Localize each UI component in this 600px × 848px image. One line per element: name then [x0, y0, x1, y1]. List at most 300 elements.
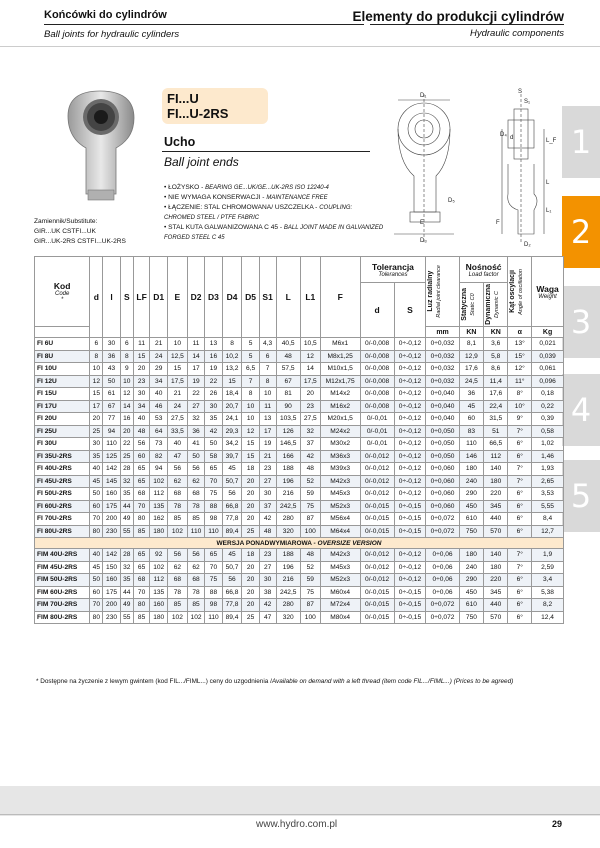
cell-value: 8 [120, 350, 133, 363]
cell-value: 52 [300, 475, 320, 488]
cell-value: 80 [90, 525, 103, 538]
feature-item: • ŁĄCZENIE: STAL CHROMOWANA/ USZCZELKA - COUPLING: CHROMED STEEL / PTFE FABRIC [164, 204, 353, 221]
cell-value: 48 [276, 350, 300, 363]
cell-value: 56 [222, 574, 242, 587]
dim-l: L [546, 180, 550, 186]
cell-value: 18 [242, 463, 259, 476]
cell-code: FIM 70U-2RS [35, 599, 90, 612]
cell-value: 1,02 [532, 438, 564, 451]
cell-value: 102 [187, 611, 205, 624]
cell-value: M14x2 [320, 388, 360, 401]
cell-value: 166 [276, 450, 300, 463]
cell-value: 570 [484, 525, 508, 538]
dim-d4: D₄ [500, 132, 507, 138]
cell-value: 140 [484, 463, 508, 476]
cell-value: 60 [90, 586, 103, 599]
cell-value: 8,4 [532, 513, 564, 526]
cell-value: 5,38 [532, 586, 564, 599]
side-tab-2[interactable]: 2 [562, 196, 600, 268]
cell-value: 40 [90, 463, 103, 476]
cell-value: 0÷0,032 [426, 375, 459, 388]
cell-value: 10,5 [300, 338, 320, 351]
cell-value: 85 [167, 513, 187, 526]
footer-rule [0, 814, 600, 815]
cell-value: 45 [222, 463, 242, 476]
cell-value: 32 [120, 475, 133, 488]
cell-code: FI 17U [35, 400, 90, 413]
cell-value: 0÷-0,12 [394, 450, 426, 463]
table-row [35, 599, 564, 612]
cell-code: FIM 50U-2RS [35, 574, 90, 587]
cell-value: 23 [133, 375, 150, 388]
cell-value: 56 [187, 463, 205, 476]
cell-value: 19 [259, 438, 276, 451]
cell-value: 0/-0,008 [360, 400, 394, 413]
cell-value: 0/-0,015 [360, 525, 394, 538]
cell-value: 10 [259, 388, 276, 401]
dim-d2: D₂ [524, 242, 531, 248]
section-title: Końcówki do cylindrów [44, 9, 167, 21]
col-s1: S1 [259, 257, 276, 338]
dimensions-table [34, 256, 564, 624]
cell-value: 44 [120, 586, 133, 599]
cell-value: 77,8 [222, 599, 242, 612]
cell-value: 60 [90, 500, 103, 513]
unit: KN [484, 327, 508, 338]
cell-value: M72x4 [320, 599, 360, 612]
dim-s: S [518, 89, 523, 95]
table-row [35, 400, 564, 413]
col-f: F [320, 257, 360, 338]
cell-value: 0÷-0,12 [394, 425, 426, 438]
cell-value: 81 [276, 388, 300, 401]
cell-value: 180 [459, 549, 483, 562]
cell-value: 27 [259, 561, 276, 574]
cell-value: M39x3 [320, 463, 360, 476]
cell-value: 175 [103, 586, 121, 599]
cell-value: 6° [508, 611, 532, 624]
cell-value: 14 [300, 363, 320, 376]
cell-value: 0÷0,032 [426, 338, 459, 351]
cell-value: 0÷0,06 [426, 561, 459, 574]
cell-value: M20x1,5 [320, 413, 360, 426]
cell-value: 2,65 [532, 475, 564, 488]
cell-value: 0÷-0,12 [394, 561, 426, 574]
cell-value: 85 [187, 513, 205, 526]
cell-value: 216 [276, 488, 300, 501]
cell-value: 60 [133, 450, 150, 463]
col-tol-d: d [360, 283, 394, 338]
col-tolerance: Tolerancja Tolerances [360, 257, 426, 283]
cell-value: 48 [133, 425, 150, 438]
cell-value: 110 [459, 438, 483, 451]
cell-value: 68 [133, 488, 150, 501]
cell-value: 110 [187, 525, 205, 538]
cell-value: 11,4 [484, 375, 508, 388]
cell-value: 0/-0,015 [360, 611, 394, 624]
cell-value: 440 [484, 599, 508, 612]
cell-value: 37 [300, 438, 320, 451]
cell-value: 0÷0,06 [426, 549, 459, 562]
cell-value: 56 [187, 549, 205, 562]
cell-value: 24,5 [459, 375, 483, 388]
cell-value: 31,5 [484, 413, 508, 426]
cell-code: FI 12U [35, 375, 90, 388]
cell-value: 47 [259, 611, 276, 624]
cell-value: 0/-0,01 [360, 413, 394, 426]
cell-value: 0÷0,072 [426, 599, 459, 612]
side-tab-5[interactable]: 5 [562, 460, 600, 532]
cell-value: 68 [167, 488, 187, 501]
cell-value: 41 [187, 438, 205, 451]
cell-value: 65 [133, 463, 150, 476]
cell-value: 8,1 [459, 338, 483, 351]
cell-value: 20 [242, 500, 259, 513]
cell-value: 10 [167, 338, 187, 351]
cell-value: 92 [150, 549, 168, 562]
cell-value: 27,5 [167, 413, 187, 426]
cell-code: FI 45U-2RS [35, 475, 90, 488]
header-divider [0, 46, 600, 47]
cell-value: 6° [508, 599, 532, 612]
cell-value: 345 [484, 586, 508, 599]
cell-value: 50 [103, 375, 121, 388]
cell-value: 7° [508, 425, 532, 438]
cell-value: 0÷-0,15 [394, 525, 426, 538]
cell-value: 0÷0,06 [426, 586, 459, 599]
product-code: FI...U [167, 91, 199, 106]
cell-value: 0,096 [532, 375, 564, 388]
cell-value: 188 [276, 463, 300, 476]
cell-value: 68 [167, 574, 187, 587]
cell-value: 66,5 [484, 438, 508, 451]
col-clearance: Luz radialny Radial joint clearance [426, 257, 459, 327]
cell-value: 62 [187, 561, 205, 574]
cell-value: 45 [222, 549, 242, 562]
cell-value: 103,5 [276, 413, 300, 426]
cell-code: FI 25U [35, 425, 90, 438]
unit-spacer [35, 327, 90, 338]
cell-value: 160 [103, 488, 121, 501]
cell-value: 0,021 [532, 338, 564, 351]
cell-value: 23 [300, 400, 320, 413]
cell-value: 8° [508, 388, 532, 401]
cell-value: 49 [120, 599, 133, 612]
cell-value: 0÷0,050 [426, 450, 459, 463]
product-code-box [162, 88, 268, 124]
cell-value: 24 [150, 350, 168, 363]
cell-code: FIM 40U-2RS [35, 549, 90, 562]
cell-value: 30 [259, 488, 276, 501]
cell-value: 1,93 [532, 463, 564, 476]
header-rule [44, 24, 364, 25]
cell-value: 240 [459, 561, 483, 574]
feature-item: • ŁOŻYSKO - BEARING GE...UK/GE...UK-2RS ISO 12240-4 [164, 184, 329, 191]
cell-value: 50,7 [222, 475, 242, 488]
product-name-en: Ball joint ends [164, 155, 239, 169]
cell-value: 2,59 [532, 561, 564, 574]
table-row [35, 525, 564, 538]
website-link[interactable]: www.hydro.com.pl [256, 819, 338, 830]
cell-value: 48 [259, 525, 276, 538]
cell-value: 162 [150, 513, 168, 526]
col-d2: D2 [187, 257, 205, 338]
cell-value: 67 [103, 400, 121, 413]
cell-value: 27 [187, 400, 205, 413]
cell-value: 21 [150, 338, 168, 351]
cell-value: 160 [150, 599, 168, 612]
footer-band [0, 786, 600, 816]
cell-value: 17 [90, 400, 103, 413]
cell-value: 0÷0,06 [426, 574, 459, 587]
dim-f: F [496, 220, 500, 226]
cell-value: 0/-0,008 [360, 363, 394, 376]
cell-value: 65 [133, 549, 150, 562]
cell-value: 42 [205, 425, 222, 438]
cell-value: 75 [205, 488, 222, 501]
cell-value: 750 [459, 611, 483, 624]
col-static: Statyczna Static C0 [459, 283, 483, 327]
cell-value: 7° [508, 463, 532, 476]
cell-value: 0/-0,015 [360, 513, 394, 526]
cell-value: 0÷0,040 [426, 388, 459, 401]
cell-code: FI 70U-2RS [35, 513, 90, 526]
side-tab-3[interactable]: 3 [562, 286, 600, 358]
cell-value: 0÷-0,12 [394, 574, 426, 587]
cell-value: M64x4 [320, 525, 360, 538]
cell-value: 51 [484, 425, 508, 438]
cell-value: 78 [167, 586, 187, 599]
cell-code: FI 80U-2RS [35, 525, 90, 538]
cell-value: 22 [120, 438, 133, 451]
cell-value: 15 [133, 350, 150, 363]
cell-value: 88 [205, 586, 222, 599]
table-row [35, 338, 564, 351]
cell-value: 570 [484, 611, 508, 624]
table-row [35, 500, 564, 513]
cell-value: 66,8 [222, 586, 242, 599]
table-row [35, 450, 564, 463]
cell-value: 6 [259, 350, 276, 363]
cell-value: 40 [133, 413, 150, 426]
cell-value: 0÷0,072 [426, 525, 459, 538]
cell-value: 6° [508, 488, 532, 501]
cell-value: 0/-0,012 [360, 463, 394, 476]
cell-value: 75 [300, 586, 320, 599]
table-row [35, 488, 564, 501]
cell-value: 35 [90, 450, 103, 463]
cell-value: 142 [103, 463, 121, 476]
cell-value: 35 [120, 574, 133, 587]
cell-value: 73 [150, 438, 168, 451]
cell-value: 3,53 [532, 488, 564, 501]
unit: KN [459, 327, 483, 338]
cell-value: 32 [300, 425, 320, 438]
cell-value: 6° [508, 450, 532, 463]
cell-value: 20 [300, 388, 320, 401]
cell-value: 7° [508, 561, 532, 574]
cell-value: 6 [90, 338, 103, 351]
dim-d: d [510, 135, 514, 141]
cell-value: 5 [242, 350, 259, 363]
cell-value: 0÷0,050 [426, 425, 459, 438]
unit: α [508, 327, 532, 338]
cell-value: 0,061 [532, 363, 564, 376]
cell-value: 112 [484, 450, 508, 463]
cell-value: 13° [508, 338, 532, 351]
cell-value: 98 [205, 599, 222, 612]
cell-value: 17,5 [167, 375, 187, 388]
cell-value: 70 [90, 599, 103, 612]
cell-value: 0/-0,008 [360, 338, 394, 351]
cell-code: FI 35U-2RS [35, 450, 90, 463]
cell-value: 20 [242, 586, 259, 599]
side-tab-1[interactable]: 1 [562, 106, 600, 178]
cell-value: 8 [90, 350, 103, 363]
cell-value: 22 [187, 388, 205, 401]
cell-value: M24x2 [320, 425, 360, 438]
cell-value: 280 [276, 513, 300, 526]
cell-value: 10 [242, 400, 259, 413]
cell-value: 0÷-0,12 [394, 438, 426, 451]
cell-code: FI 15U [35, 388, 90, 401]
cell-value: 12° [508, 363, 532, 376]
cell-value: 146 [459, 450, 483, 463]
cell-value: 6 [120, 338, 133, 351]
col-L: L [276, 257, 300, 338]
table-row [35, 513, 564, 526]
cell-value: 36 [103, 350, 121, 363]
col-L1: L1 [300, 257, 320, 338]
cell-value: 70 [205, 475, 222, 488]
cell-value: 28 [120, 463, 133, 476]
cell-value: M42x3 [320, 549, 360, 562]
cell-value: 0÷-0,12 [394, 375, 426, 388]
cell-value: 68 [133, 574, 150, 587]
cell-value: 0/-0,01 [360, 425, 394, 438]
cell-value: 85 [133, 611, 150, 624]
cell-value: 7 [242, 375, 259, 388]
cell-value: 110 [205, 611, 222, 624]
cell-value: 65 [205, 549, 222, 562]
cell-value: 0,18 [532, 388, 564, 401]
cell-value: 0÷0,072 [426, 513, 459, 526]
cell-value: 0÷-0,12 [394, 463, 426, 476]
cell-value: 142 [103, 549, 121, 562]
cell-value: 12,4 [532, 611, 564, 624]
cell-value: 242,5 [276, 586, 300, 599]
cell-value: 48 [300, 549, 320, 562]
cell-value: 16 [205, 350, 222, 363]
cell-value: 20 [90, 413, 103, 426]
cell-value: M8x1,25 [320, 350, 360, 363]
cell-value: 9 [120, 363, 133, 376]
cell-value: 290 [459, 574, 483, 587]
cell-value: 23 [259, 463, 276, 476]
cell-value: 70 [133, 500, 150, 513]
cell-value: 100 [300, 611, 320, 624]
cell-value: 32 [187, 413, 205, 426]
cell-value: 200 [103, 599, 121, 612]
cell-value: 10 [120, 375, 133, 388]
cell-value: 37 [259, 500, 276, 513]
product-name: Ucho [164, 135, 196, 149]
cell-value: 77 [103, 413, 121, 426]
col-angle: Kąt oscylacji Angle of oscillation [508, 257, 532, 327]
cell-value: M16x2 [320, 400, 360, 413]
cell-value: 0÷-0,15 [394, 513, 426, 526]
title-rule [162, 151, 370, 152]
cell-code: FI 40U-2RS [35, 463, 90, 476]
cell-value: 0,39 [532, 413, 564, 426]
cell-value: 1,9 [532, 549, 564, 562]
cell-value: 17 [187, 363, 205, 376]
cell-value: 8 [222, 338, 242, 351]
cell-value: 11 [259, 400, 276, 413]
cell-value: 15° [508, 350, 532, 363]
cell-value: 6,5 [242, 363, 259, 376]
cell-value: 8 [242, 388, 259, 401]
cell-value: 80 [133, 599, 150, 612]
cell-value: 230 [103, 525, 121, 538]
cell-value: 6° [508, 438, 532, 451]
cell-value: 70 [90, 513, 103, 526]
cell-value: 1,46 [532, 450, 564, 463]
cell-value: 40 [167, 438, 187, 451]
cell-value: 29,3 [222, 425, 242, 438]
cell-value: 20 [120, 425, 133, 438]
cell-value: 20 [242, 561, 259, 574]
cell-value: 610 [459, 599, 483, 612]
cell-value: 0÷0,040 [426, 400, 459, 413]
cell-value: 42 [259, 599, 276, 612]
cell-value: 440 [484, 513, 508, 526]
cell-value: 6° [508, 586, 532, 599]
cell-value: 30 [103, 338, 121, 351]
cell-value: 45 [90, 475, 103, 488]
cell-value: M52x3 [320, 574, 360, 587]
cell-value: 17 [259, 425, 276, 438]
cell-value: 61 [103, 388, 121, 401]
cell-value: 22,4 [484, 400, 508, 413]
cell-value: 180 [150, 525, 168, 538]
cell-value: 6° [508, 574, 532, 587]
cell-value: 20 [242, 574, 259, 587]
cell-value: 188 [276, 549, 300, 562]
cell-value: 112 [150, 488, 168, 501]
dim-l1: L₁ [546, 208, 552, 214]
cell-value: 87 [300, 513, 320, 526]
cell-value: 0÷-0,15 [394, 500, 426, 513]
cell-code: FI 6U [35, 338, 90, 351]
cell-value: 13 [205, 338, 222, 351]
cell-value: 5 [242, 338, 259, 351]
cell-value: 240 [459, 475, 483, 488]
catalog-subtitle: Hydraulic components [470, 28, 564, 39]
cell-value: 56 [222, 488, 242, 501]
col-d4: D4 [222, 257, 242, 338]
cell-value: 83 [459, 425, 483, 438]
dim-s1: S₁ [524, 99, 531, 105]
cell-value: 62 [167, 475, 187, 488]
cell-value: 20 [133, 363, 150, 376]
cell-value: 34,2 [222, 438, 242, 451]
cell-value: 150 [103, 561, 121, 574]
cell-value: 10,2 [222, 350, 242, 363]
side-tab-4[interactable]: 4 [562, 374, 600, 446]
cell-value: 52 [300, 561, 320, 574]
cell-value: 20 [242, 488, 259, 501]
